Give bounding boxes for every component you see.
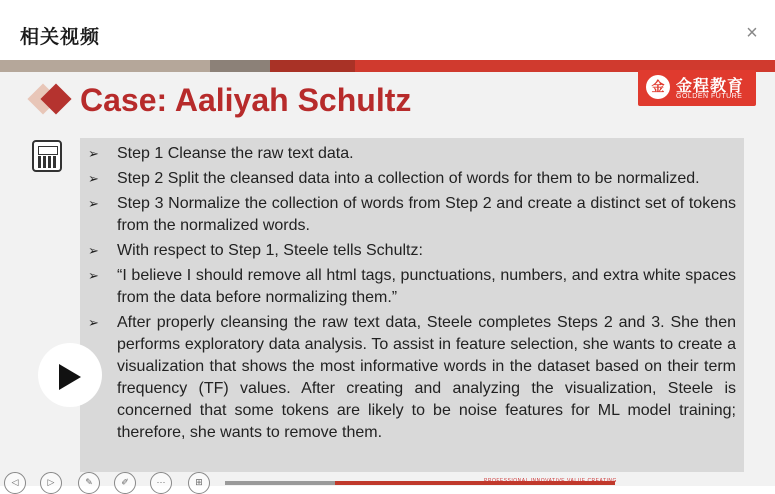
logo-chinese-text: 金程教育 — [676, 78, 745, 95]
slide-title: Case: Aaliyah Schultz — [80, 82, 412, 118]
golden-future-logo — [638, 70, 756, 106]
highlighter-tool-button[interactable]: ✐ — [114, 472, 136, 494]
bullet-text: Step 3 Normalize the collection of words from Step 2 and create a distinct set of tokens from the normalized words. — [117, 195, 736, 234]
slide-footer-note: PROFESSIONAL INNOVATIVE VALUE CREATING — [484, 478, 617, 484]
play-icon[interactable] — [59, 364, 81, 390]
slide-stripe-tan — [0, 60, 210, 72]
bullet-arrow-icon: ➢ — [88, 243, 99, 258]
more-options-button[interactable]: ··· — [150, 472, 172, 494]
slide-grid-button[interactable]: ⊞ — [188, 472, 210, 494]
logo-mark-icon: 金 — [646, 75, 670, 99]
bullet-text: After properly cleansing the raw text data, Steele completes Steps 2 and 3. She then performs exploratory data analysis. To assist in feature selection, she wants to create a visualization that shows the most informative words in the dataset based on their term frequency (TF) values. After creating and analyzing the visualization, Steele is concerned that some tokens are likely to be noise features for ML model training; therefore, she wants to remove them. — [117, 314, 736, 441]
bullet-item — [88, 240, 736, 262]
bullet-list — [88, 143, 736, 447]
panel-title: 相关视频 — [20, 27, 101, 48]
bullet-item — [88, 168, 736, 190]
calculator-screen — [38, 146, 58, 155]
bullet-arrow-icon: ➢ — [88, 146, 99, 161]
bullet-arrow-icon: ➢ — [88, 268, 99, 283]
bullet-item — [88, 143, 736, 165]
bullet-text: Step 1 Cleanse the raw text data. — [117, 145, 354, 162]
bullet-text: “I believe I should remove all html tags, punctuations, numbers, and extra white spaces from the data before normalizing them.” — [117, 267, 736, 306]
slide-stripe-grey — [210, 60, 270, 72]
close-icon[interactable]: × — [746, 22, 758, 44]
logo-english-text: GOLDEN FUTURE — [676, 93, 743, 100]
bullet-item — [88, 265, 736, 309]
bullet-item — [88, 312, 736, 444]
next-slide-button[interactable]: ▷ — [40, 472, 62, 494]
calculator-icon — [32, 140, 62, 172]
calculator-keys — [38, 156, 56, 168]
bullet-text: With respect to Step 1, Steele tells Schultz: — [117, 242, 423, 259]
slide-footer-bar-grey — [225, 481, 335, 485]
bullet-text: Step 2 Split the cleansed data into a collection of words for them to be normalized. — [117, 170, 700, 187]
bullet-arrow-icon: ➢ — [88, 315, 99, 330]
bullet-arrow-icon: ➢ — [88, 196, 99, 211]
pen-tool-button[interactable]: ✎ — [78, 472, 100, 494]
prev-slide-button[interactable]: ◁ — [4, 472, 26, 494]
bullet-item — [88, 193, 736, 237]
slide-stripe-red-dark — [270, 60, 355, 72]
bullet-arrow-icon: ➢ — [88, 171, 99, 186]
panel-header — [0, 0, 775, 60]
